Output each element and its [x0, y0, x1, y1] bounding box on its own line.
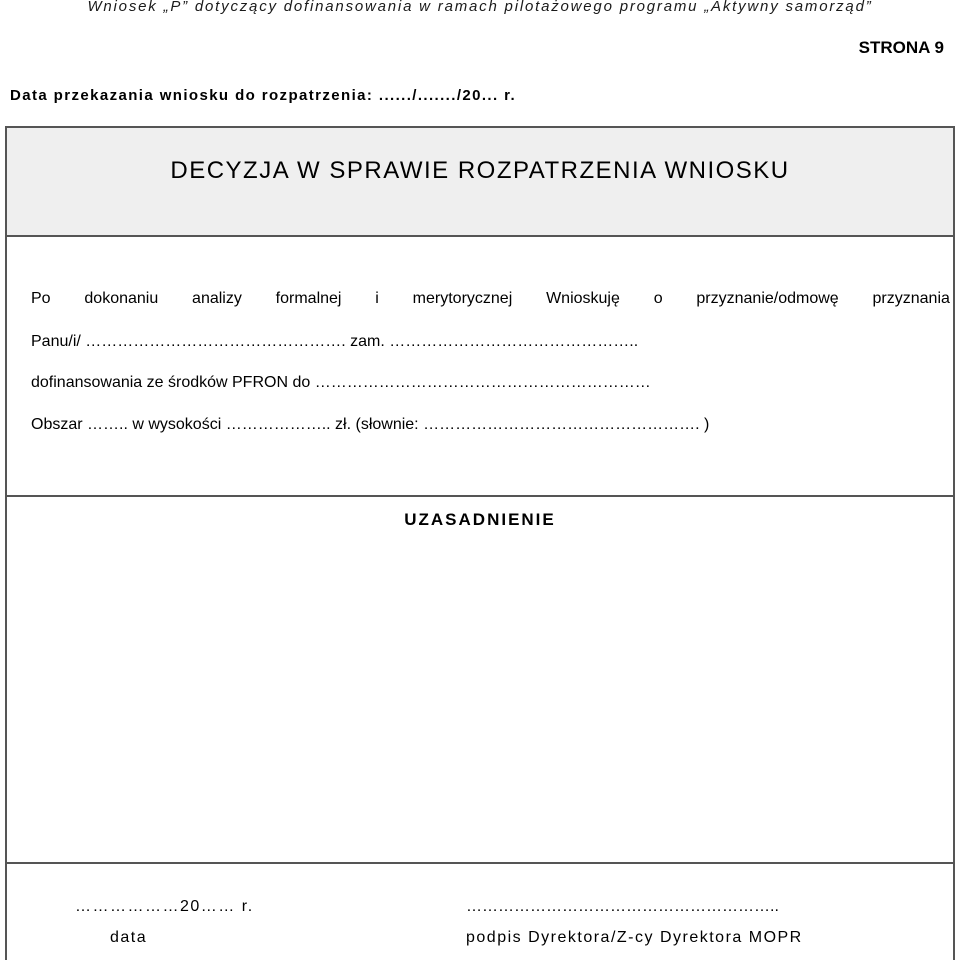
- decision-word: przyznania: [872, 290, 950, 307]
- decision-header: [7, 128, 953, 237]
- signature-section: [5, 862, 955, 960]
- decision-word: formalnej: [275, 290, 342, 307]
- decision-text-line-4: Obszar …….. w wysokości ……………….. zł. (słownie: ……………………………………………. ): [31, 416, 710, 433]
- signature-fill-line: …………………………………………………..: [466, 898, 779, 915]
- decision-title: DECYZJA W SPRAWIE ROZPATRZENIA WNIOSKU: [170, 157, 790, 184]
- date-fill-line: ………………20…… r.: [75, 898, 254, 915]
- decision-text-line-2: Panu/i/ …………………………………………. zam. ………………………………………..: [31, 333, 639, 350]
- decision-section: [5, 126, 955, 864]
- decision-word: dokonaniu: [84, 290, 159, 307]
- decision-word: Po: [31, 290, 51, 307]
- decision-word: o: [653, 290, 663, 307]
- decision-word: analizy: [192, 290, 242, 307]
- submission-date-line: Data przekazania wniosku do rozpatrzenia: ....../......./20... r.: [10, 87, 517, 104]
- decision-word: merytorycznej: [412, 290, 513, 307]
- form-header-title: Wniosek „P” dotyczący dofinansowania w ramach pilotażowego programu „Aktywny samorząd”: [87, 0, 873, 15]
- decision-word: przyznanie/odmowę: [696, 290, 839, 307]
- decision-text-line-3: dofinansowania ze środków PFRON do ………………………………………………………: [31, 374, 651, 391]
- section-divider: [7, 495, 953, 497]
- decision-text-line-1: [31, 289, 950, 309]
- page-number: STRONA 9: [858, 38, 944, 57]
- signature-label: podpis Dyrektora/Z-cy Dyrektora MOPR: [466, 929, 803, 946]
- decision-word: Wnioskuję: [546, 290, 620, 307]
- justification-title: UZASADNIENIE: [404, 510, 556, 529]
- date-label: data: [110, 929, 148, 946]
- decision-word: i: [375, 290, 379, 307]
